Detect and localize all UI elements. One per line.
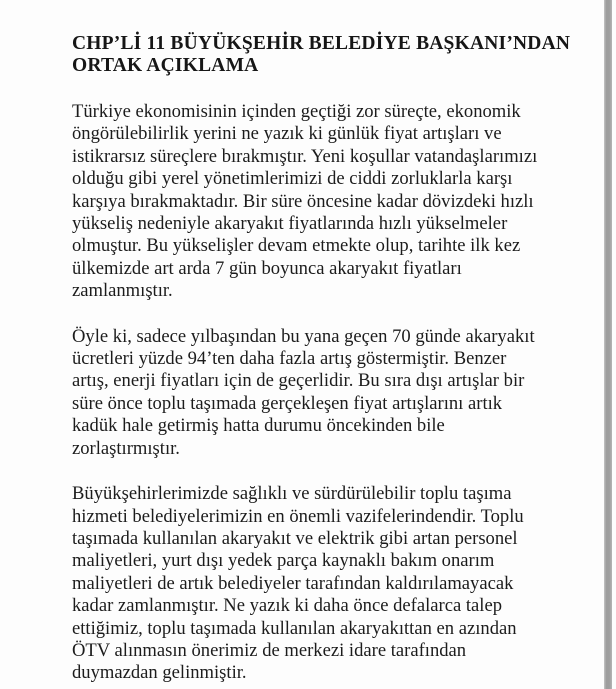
- title-line: ORTAK AÇIKLAMA: [72, 55, 259, 76]
- text-line: duymazdan gelinmiştir.: [72, 662, 247, 684]
- text-line: istikrarsız süreçlere bırakmıştır. Yeni koşullar vatandaşlarımızı: [72, 145, 538, 167]
- text-line: süre önce toplu taşımada gerçekleşen fiyat artışlarını artık: [72, 392, 503, 414]
- text-line: olduğu gibi yerel yönetimlerimizi de ciddi zorluklarla karşı: [72, 168, 513, 190]
- scrollbar[interactable]: [604, 0, 612, 689]
- paragraph-1: [72, 101, 572, 303]
- text-line: ÖTV alınmasın önerimiz de merkezi idare tarafından: [72, 639, 467, 661]
- paragraph-3: [72, 483, 572, 685]
- text-line: maliyetleri, yurt dışı yedek parça kaynaklı bakım onarım: [72, 550, 495, 572]
- text-line: olmuştur. Bu yükselişler devam etmekte olup, tarihte ilk kez: [72, 235, 521, 257]
- title-line: CHP’Lİ 11 BÜYÜKŞEHİR BELEDİYE BAŞKANI’NDAN: [72, 33, 571, 54]
- text-line: zamlanmıştır.: [72, 280, 173, 302]
- text-line: ettiğimiz, toplu taşımada kullanılan akaryakıttan en azından: [72, 617, 517, 639]
- text-line: zorlaştırmıştır.: [72, 437, 180, 459]
- text-line: maliyetleri de artık belediyeler tarafından kaldırılamayacak: [72, 572, 514, 594]
- text-line: ülkemizde art arda 7 gün boyunca akaryakıt fiyatları: [72, 257, 462, 279]
- text-line: yükseliş nedeniyle akaryakıt fiyatlarında hızlı yükselmeler: [72, 213, 508, 235]
- text-line: hizmeti belediyelerimizin en önemli vazifelerindendir. Toplu: [72, 505, 524, 527]
- document-content: [72, 33, 572, 689]
- text-line: Türkiye ekonomisinin içinden geçtiği zor süreçte, ekonomik: [72, 101, 521, 122]
- text-line: kadar zamlanmıştır. Ne yazık ki daha önce defalarca talep: [72, 595, 503, 617]
- text-line: öngörülebilirlik yerini ne yazık ki günlük fiyat artışları ve: [72, 123, 502, 145]
- text-line: Öyle ki, sadece yılbaşından bu yana geçen 70 günde akaryakıt: [72, 325, 535, 347]
- text-line: kadük hale getirmiş hatta durumu öncekinden bile: [72, 415, 445, 437]
- text-line: artış, enerji fiyatları için de geçerlidir. Bu sıra dışı artışlar bir: [72, 370, 525, 392]
- paragraph-2: [72, 326, 572, 460]
- document-title: [72, 33, 572, 77]
- text-line: Büyükşehirlerimizde sağlıklı ve sürdürülebilir toplu taşıma: [72, 483, 512, 505]
- text-line: karşıya bırakmaktadır. Bir süre öncesine kadar dövizdeki hızlı: [72, 190, 534, 212]
- text-line: ücretleri yüzde 94’ten daha fazla artış göstermiştir. Benzer: [72, 348, 507, 370]
- text-line: taşımada kullanılan akaryakıt ve elektrik gibi artan personel: [72, 527, 518, 549]
